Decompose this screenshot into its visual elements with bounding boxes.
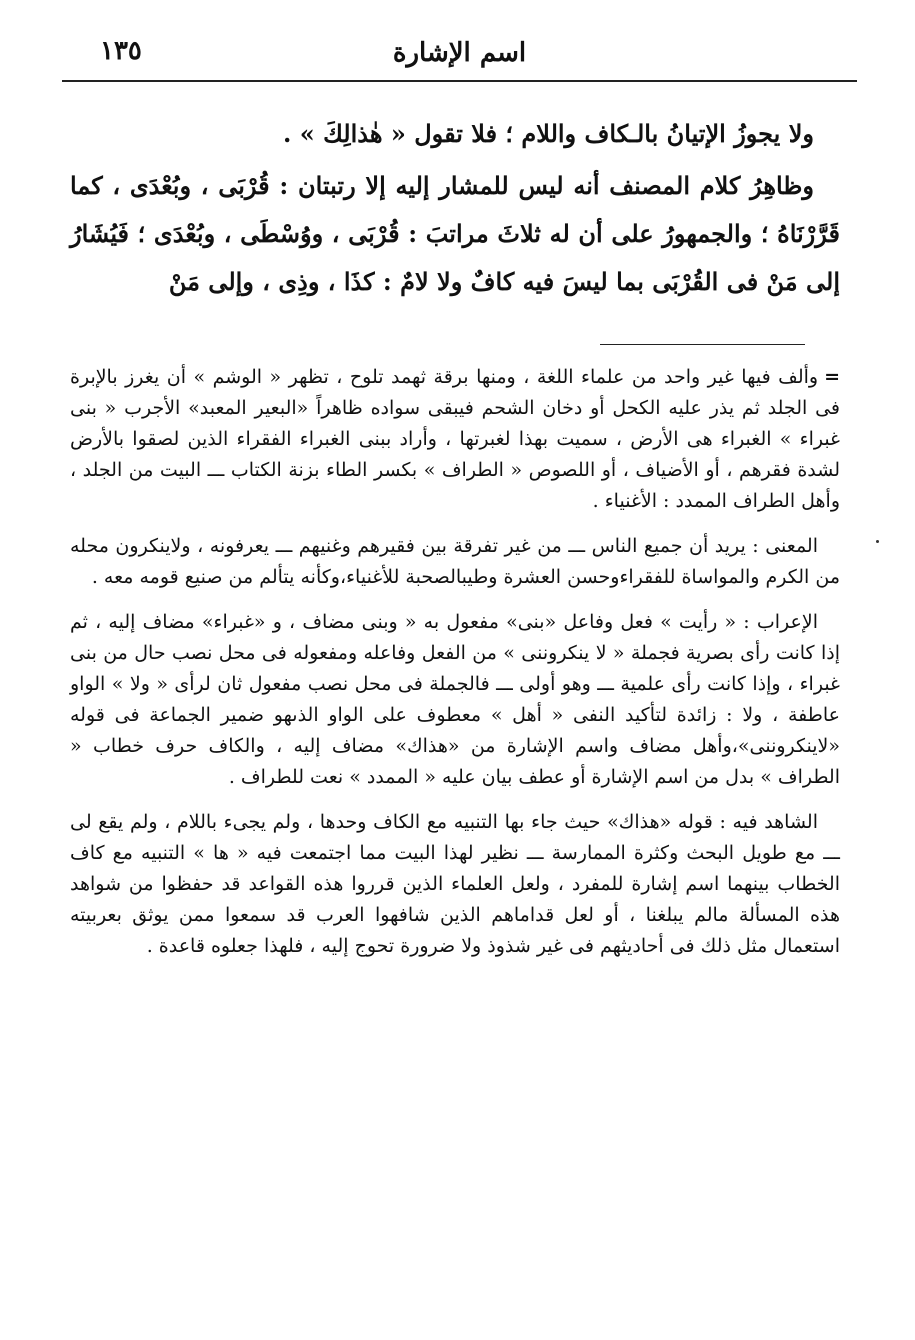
- footnote-paragraph: [70, 362, 840, 517]
- footnote-text: وألف فيها غير واحد من علماء اللغة ، ومنها برقة ثهمد تلوح ، تظهر « الوشم » أن يغرز بالإبرة فى الجلد ثم يذر عليه الكحل أو دخان الشحم فيبقى سواده ظاهراً «البعير المعبد» الأجرب « بنى غبراء » الغبراء هى الأرض ، سميت بهذا لغبرتها ، وأراد ببنى الغبراء الفقراء الذين لصقوا بالأرض لشدة فقرهم ، أو الأضياف ، أو اللصوص « الطراف » بكسر الطاء بزنة الكتاب ـــ البيت من الجلد ، وأهل الطراف الممدد : الأغنياء .: [70, 366, 840, 512]
- margin-dot: [876, 540, 879, 543]
- main-paragraph: ولا يجوزُ الإتيانُ بالـكاف واللام ؛ فلا تقول « هٰذالِكَ » .: [283, 119, 814, 148]
- footnote-paragraph: الشاهد فيه : قوله «هذاك» حيث جاء بها التنبيه مع الكاف وحدها ، ولم يجىء باللام ، ولم يقع لى ـــ مع طويل البحث وكثرة الممارسة ـــ نظير لهذا البيت مما اجتمعت فيه « ها » التنبيه مع كاف الخطاب بينهما اسم إشارة للمفرد ، ولعل العلماء الذين قرروا هذه القواعد قد حفظوا من شواهد هذه المسألة مالم يبلغنا ، أو لعل قداماهم الذين شافهوا العرب قد سمعوا ممن يوثق بعربيته استعمال مثل ذلك فى أحاديثهم فى غير شذوذ ولا ضرورة تحوج إليه ، فلهذا جعلوه قاعدة .: [70, 811, 840, 957]
- main-text: [70, 110, 840, 310]
- continuation-mark: =: [824, 366, 840, 388]
- footnote-paragraph: الإعراب : « رأيت » فعل وفاعل «بنى» مفعول به « وبنى مضاف ، و «غبراء» مضاف إليه ، ثم إذا كانت رأى بصرية فجملة « لا ينكروننى » من الفعل وفاعله ومفعوله فى محل نصب حال من بنى غبراء ، وإذا كانت رأى علمية ـــ وهو أولى ـــ فالجملة فى محل نصب مفعول ثان لرأى « ولا » الواو عاطفة ، ولا : زائدة لتأكيد النفى « أهل » معطوف على الواو الذىهو ضمير الجماعة فى قوله «لاينكروننى»،وأهل مضاف واسم الإشارة من «هذاك» مضاف إليه ، والكاف حرف خطاب « الطراف » بدل من اسم الإشارة أو عطف بيان عليه « الممدد » نعت للطراف .: [70, 611, 840, 788]
- main-paragraph: وظاهِرُ كلام المصنف أنه ليس للمشار إليه إلا رتبتان : قُرْبَى ، وبُعْدَى ، كما قَرَّرْنَاهُ ؛ والجمهورُ على أن له ثلاثَ مراتبَ : قُرْبَى ، ووُسْطَى ، وبُعْدَى ؛ فَيُشَارُ إلى مَنْ فى القُرْبَى بما ليسَ فيه كافٌ ولا لامٌ : كذَا ، وذِى ، وإلى مَنْ: [70, 171, 840, 296]
- running-title: اسم الإشارة: [392, 38, 527, 68]
- footnote-paragraph: المعنى : يريد أن جميع الناس ـــ من غير تفرقة بين فقيرهم وغنيهم ـــ يعرفونه ، ولاينكرون محله من الكرم والمواساة للفقراءوحسن العشرة وطيبالصحبة للأغنياء،وكأنه يتألم من صنيع قومه معه .: [70, 535, 840, 588]
- page-number: ١٣٥: [100, 36, 142, 66]
- footnote-rule: [600, 344, 805, 345]
- footnotes: [70, 362, 840, 976]
- page-header: [62, 20, 857, 80]
- header-rule: [62, 80, 857, 82]
